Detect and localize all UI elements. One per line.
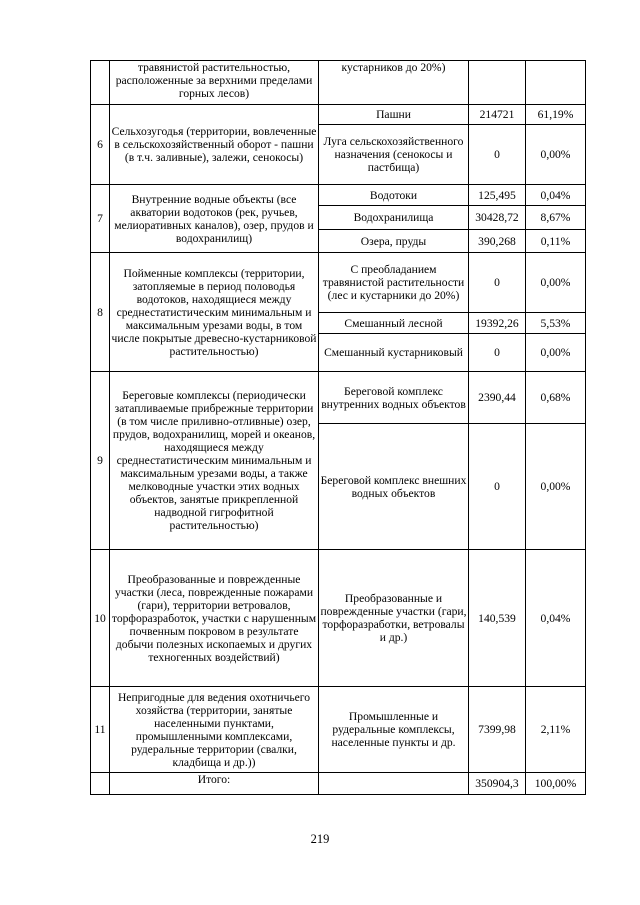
row-number	[91, 61, 110, 105]
percent-cell: 0,00%	[526, 334, 586, 372]
subcategory-cell: Смешанный лесной	[319, 313, 469, 334]
area-cell: 0	[469, 424, 526, 550]
percent-cell: 0,00%	[526, 125, 586, 185]
area-cell: 7399,98	[469, 687, 526, 773]
area-cell: 0	[469, 334, 526, 372]
percent-cell	[526, 61, 586, 105]
area-cell: 214721	[469, 105, 526, 125]
row-number: 10	[91, 550, 110, 687]
area-cell: 140,539	[469, 550, 526, 687]
row-number: 6	[91, 105, 110, 185]
percent-cell: 0,00%	[526, 424, 586, 550]
total-sub-cell	[319, 773, 469, 795]
total-percent: 100,00%	[526, 773, 586, 795]
category-cell: травянистой растительностью, расположенные за верхними пределами горных лесов)	[110, 61, 319, 105]
table-row	[91, 253, 586, 313]
subcategory-cell: С преобладанием травянистой растительности (лес и кустарники до 20%)	[319, 253, 469, 313]
table-row	[91, 61, 586, 105]
category-cell: Береговые комплексы (периодически затапливаемые прибрежные территории (в том числе приливно-отливные) озер, прудов, водохранилищ, морей и океанов, находящиеся между среднестатистическим минимальным и максимальным урезами воды, а также мелководные участки этих водных объектов, занятые прикрепленной надводной гигрофитной растительностью)	[110, 372, 319, 550]
row-number: 8	[91, 253, 110, 372]
percent-cell: 2,11%	[526, 687, 586, 773]
total-area: 350904,3	[469, 773, 526, 795]
table-row	[91, 105, 586, 125]
subcategory-cell: Промышленные и рудеральные комплексы, населенные пункты и др.	[319, 687, 469, 773]
area-cell	[469, 61, 526, 105]
percent-cell: 5,53%	[526, 313, 586, 334]
table-row	[91, 687, 586, 773]
area-cell: 2390,44	[469, 372, 526, 424]
percent-cell: 0,04%	[526, 550, 586, 687]
area-cell: 390,268	[469, 230, 526, 253]
subcategory-cell: Смешанный кустарниковый	[319, 334, 469, 372]
subcategory-cell: кустарников до 20%)	[319, 61, 469, 105]
table-row	[91, 550, 586, 687]
area-cell: 19392,26	[469, 313, 526, 334]
category-cell: Пойменные комплексы (территории, затопляемые в период половодья водотоков, находящиеся между среднестатистическим минимальным и максимальным урезами воды, в том числе покрытые древесно-кустарниковой растительностью)	[110, 253, 319, 372]
area-cell: 30428,72	[469, 206, 526, 230]
subcategory-cell: Водохранилища	[319, 206, 469, 230]
row-number: 7	[91, 185, 110, 253]
total-label: Итого:	[110, 773, 319, 795]
subcategory-cell: Преобразованные и поврежденные участки (гари, торфоразработки, ветровалы и др.)	[319, 550, 469, 687]
area-cell: 0	[469, 125, 526, 185]
percent-cell: 0,11%	[526, 230, 586, 253]
page-number: 219	[310, 832, 330, 846]
area-cell: 0	[469, 253, 526, 313]
subcategory-cell: Береговой комплекс внешних водных объектов	[319, 424, 469, 550]
area-cell: 125,495	[469, 185, 526, 206]
total-number-cell	[91, 773, 110, 795]
percent-cell: 0,04%	[526, 185, 586, 206]
percent-cell: 8,67%	[526, 206, 586, 230]
subcategory-cell: Пашни	[319, 105, 469, 125]
percent-cell: 0,00%	[526, 253, 586, 313]
category-cell: Сельхозугодья (территории, вовлеченные в сельскохозяйственный оборот - пашни (в т.ч. заливные), залежи, сенокосы)	[110, 105, 319, 185]
subcategory-cell: Озера, пруды	[319, 230, 469, 253]
category-cell: Преобразованные и поврежденные участки (леса, поврежденные пожарами (гари), территории ветровалов, торфоразработок, участки с нарушенным почвенным покровом в результате добычи полезных ископаемых и других техногенных воздействий)	[110, 550, 319, 687]
habitat-table	[90, 60, 586, 795]
total-row	[91, 773, 586, 795]
table-row	[91, 185, 586, 206]
row-number: 9	[91, 372, 110, 550]
row-number: 11	[91, 687, 110, 773]
subcategory-cell: Водотоки	[319, 185, 469, 206]
subcategory-cell: Луга сельскохозяйственного назначения (сенокосы и пастбища)	[319, 125, 469, 185]
table-row	[91, 372, 586, 424]
percent-cell: 61,19%	[526, 105, 586, 125]
category-cell: Непригодные для ведения охотничьего хозяйства (территории, занятые населенными пунктами, промышленными комплексами, рудеральные территории (свалки, кладбища и др.))	[110, 687, 319, 773]
subcategory-cell: Береговой комплекс внутренних водных объектов	[319, 372, 469, 424]
percent-cell: 0,68%	[526, 372, 586, 424]
category-cell: Внутренние водные объекты (все акватории водотоков (рек, ручьев, мелиоративных каналов), озер, прудов и водохранилищ)	[110, 185, 319, 253]
